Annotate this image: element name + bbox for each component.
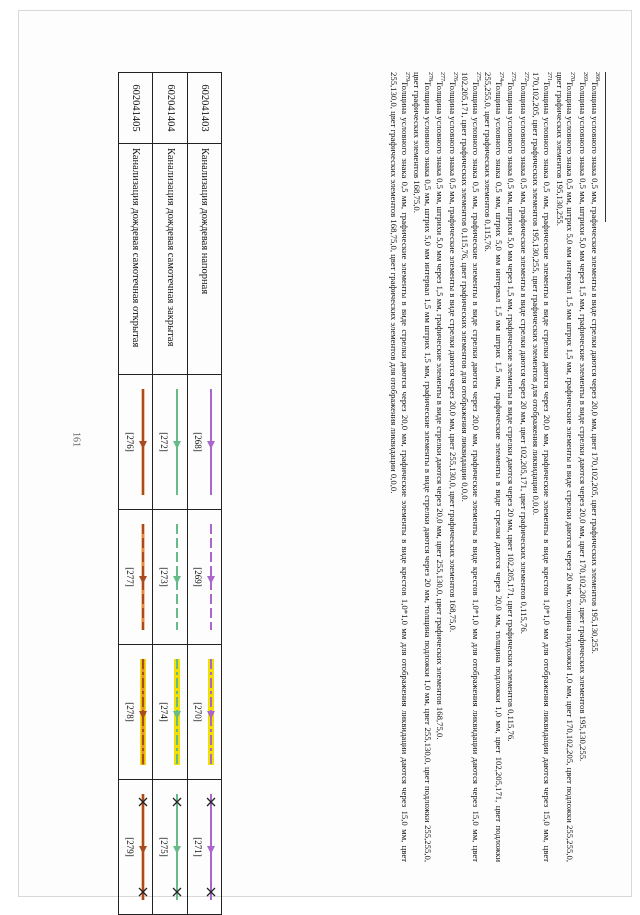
- line-symbol: [135, 383, 151, 501]
- line-symbol: [169, 383, 185, 501]
- footnote-number: 276: [451, 72, 458, 81]
- arrow-icon: [207, 441, 215, 449]
- line-symbol: [203, 788, 219, 906]
- symbol-cell: [153, 780, 187, 915]
- arrow-icon: [207, 576, 215, 584]
- footnote: [447, 72, 459, 862]
- line-symbol: [135, 788, 151, 906]
- object-code: 602041404: [153, 73, 187, 144]
- object-code: 602041403: [187, 73, 221, 144]
- footnote: [590, 72, 602, 862]
- arrow-icon: [173, 576, 181, 584]
- footnotes-container: [328, 72, 606, 862]
- symbol-cell: [153, 375, 187, 510]
- footnote: [435, 72, 447, 862]
- arrow-icon: [139, 846, 147, 854]
- symbol-cell: [187, 375, 221, 510]
- footnote-number: 268: [594, 72, 600, 81]
- table-row: [119, 73, 153, 915]
- footnotes-list: [389, 72, 602, 862]
- footnote-ref: [279]: [124, 837, 135, 857]
- footnote: [460, 72, 483, 862]
- footnote-number: 277: [439, 72, 446, 81]
- footnote-number: 273: [510, 72, 517, 81]
- line-symbol: [203, 653, 219, 771]
- footnote: [577, 72, 589, 862]
- footnote-number: 279: [403, 72, 410, 81]
- line-symbol: [169, 788, 185, 906]
- footnote-text: Толщина условного знака 0,5 мм, графические элементы в виде стрелки даются через 20,0 мм, графические элементы в виде крестов 1,0*1,0 мм для отображения ликвидации даются через 15,0 мм, цвет 102,205,171, цвет графических элементов 0,115,76, цвет графических элементов для отображения ликвидации 0,0,0.: [460, 72, 481, 862]
- object-name: Канализация дождевая самотечная закрытая: [153, 144, 187, 375]
- symbol-cell: [153, 645, 187, 780]
- arrow-icon: [173, 846, 181, 854]
- legend-table: [118, 72, 222, 915]
- symbol-cell: [187, 645, 221, 780]
- footnote: [483, 72, 506, 862]
- footnote-ref: [271]: [193, 837, 204, 857]
- footnote-text: Толщина условного знака 0,5 мм, графические элементы в виде стрелки даются через 20,0 мм, графические элементы в виде крестов 1,0*1,0 мм для отображения ликвидации даются через 15,0 мм, цвет 255,130,0, цвет графических элементов 168,75,0, цвет графических элементов для отображения ликвидации 0,0,0.: [389, 72, 410, 862]
- footnote-number: 278: [426, 72, 433, 81]
- footnote-number: 270: [569, 72, 576, 81]
- object-code: 602041405: [119, 73, 153, 144]
- footnote-separator: [605, 72, 606, 222]
- page-number: 161: [70, 432, 82, 447]
- footnote-text: Толщина условного знака 0,5 мм, графические элементы в виде стрелки даются через 20,0 мм, цвет 170,102,205, цвет графических элементов 195,130,255.: [590, 81, 601, 654]
- footnote-text: Толщина условного знака 0,5 мм, штрих 5,0 мм интервал 1,5 мм штрих 1,5 мм, графические элементы в виде стрелки даются через 20 мм, толщина подложки 1,0 мм, цвет 255,130,0, цвет подложки 255,255,0, цвет графических элементов 168,75,0.: [412, 72, 433, 862]
- symbol-cell: [153, 510, 187, 645]
- footnote-ref: [270]: [193, 702, 204, 722]
- arrow-icon: [139, 576, 147, 584]
- footnote-number: 274: [497, 72, 504, 81]
- footnote-ref: [277]: [124, 567, 135, 587]
- footnote-number: 275: [474, 72, 481, 81]
- footnote: [531, 72, 554, 862]
- line-symbol: [169, 518, 185, 636]
- footnote-number: 272: [522, 72, 529, 81]
- line-symbol: [135, 653, 151, 771]
- symbol-cell: [187, 510, 221, 645]
- footnote-ref: [273]: [159, 567, 170, 587]
- footnote: [554, 72, 577, 862]
- footnote-text: Толщина условного знака 0,5 мм, штрихи 5,0 мм через 1,5 мм, графические элементы в виде стрелки даются через 20 мм, цвет 102,205,171, цвет графических элементов 0,115,76.: [506, 81, 517, 742]
- symbol-cell: [119, 510, 153, 645]
- line-symbol: [135, 518, 151, 636]
- footnote: [389, 72, 412, 862]
- footnote-number: 271: [545, 72, 552, 81]
- footnote-text: Толщина условного знака 0,5 мм, графические элементы в виде стрелки даются через 20,0 мм, цвет 255,130,0, цвет графических элементов 168,75,0.: [447, 81, 458, 633]
- legend-table-container: [118, 72, 222, 862]
- object-name: Канализация дождевая самотечная открытая: [119, 144, 153, 375]
- footnote-ref: [274]: [159, 702, 170, 722]
- symbol-cell: [119, 645, 153, 780]
- footnote-text: Толщина условного знака 0,5 мм, штрих 5,0 мм интервал 1,5 мм штрих 1,5 мм, графические элементы в виде стрелки даются через 20,0 мм, толщина подложки 1,0 мм, цвет 102,205,171, цвет подложки 255,255,0, цвет графических элементов 0,115,76.: [483, 72, 505, 862]
- footnote-ref: [278]: [124, 702, 135, 722]
- footnote-ref: [275]: [159, 837, 170, 857]
- footnote-number: 269: [581, 72, 588, 81]
- footnote-ref: [269]: [193, 567, 204, 587]
- footnote: [412, 72, 435, 862]
- symbol-cell: [119, 780, 153, 915]
- arrow-icon: [173, 441, 181, 449]
- symbol-cell: [187, 780, 221, 915]
- footnote-text: Толщина условного знака 0,5 мм, штрихи 5,0 мм через 1,5 мм, графические элементы в виде стрелки даются через 20,0 мм, цвет 255,130,0, цвет графических элементов 168,75,0.: [435, 81, 446, 740]
- footnote-ref: [268]: [193, 432, 204, 452]
- line-symbol: [203, 518, 219, 636]
- footnote-text: Толщина условного знака 0,5 мм, графические элементы в виде стрелки даются через 20,0 мм, графические элементы в виде крестов 1,0*1,0 мм для отображения ликвидации даются через 15,0 мм, цвет 170,102,205, цвет графических элементов 195,130,255, цвет графических элементов для отображения ликвидации 0,0,0.: [531, 72, 553, 862]
- table-row: [187, 73, 221, 915]
- footnote: [518, 72, 530, 862]
- footnote-text: Толщина условного знака 0,5 мм, штрих 5,0 мм интервал 1,5 мм штрих 1,5 мм, графические элементы в виде стрелки даются через 20 мм, толщина подложки 1,0 мм, цвет 170,102,205, цвет подложки 255,255,0, цвет графических элементов 195,130,255.: [554, 72, 576, 862]
- symbol-cell: [119, 375, 153, 510]
- line-symbol: [203, 383, 219, 501]
- footnote-text: Толщина условного знака 0,5 мм, графические элементы в виде стрелки даются через 20 мм, цвет 102,205,171, цвет графических элементов 0,115,76.: [518, 81, 529, 634]
- footnote: [506, 72, 518, 862]
- arrow-icon: [207, 846, 215, 854]
- line-symbol: [169, 653, 185, 771]
- footnote-text: Толщина условного знака 0,5 мм, штрихи 5,0 мм через 1,5 мм, графические элементы в виде стрелки даются через 20,0 мм, цвет 170,102,205, цвет графических элементов 195,130,255.: [577, 81, 588, 762]
- footnote-ref: [276]: [124, 432, 135, 452]
- arrow-icon: [139, 441, 147, 449]
- object-name: Канализация дождевая напорная: [187, 144, 221, 375]
- footnote-ref: [272]: [159, 432, 170, 452]
- table-row: [153, 73, 187, 915]
